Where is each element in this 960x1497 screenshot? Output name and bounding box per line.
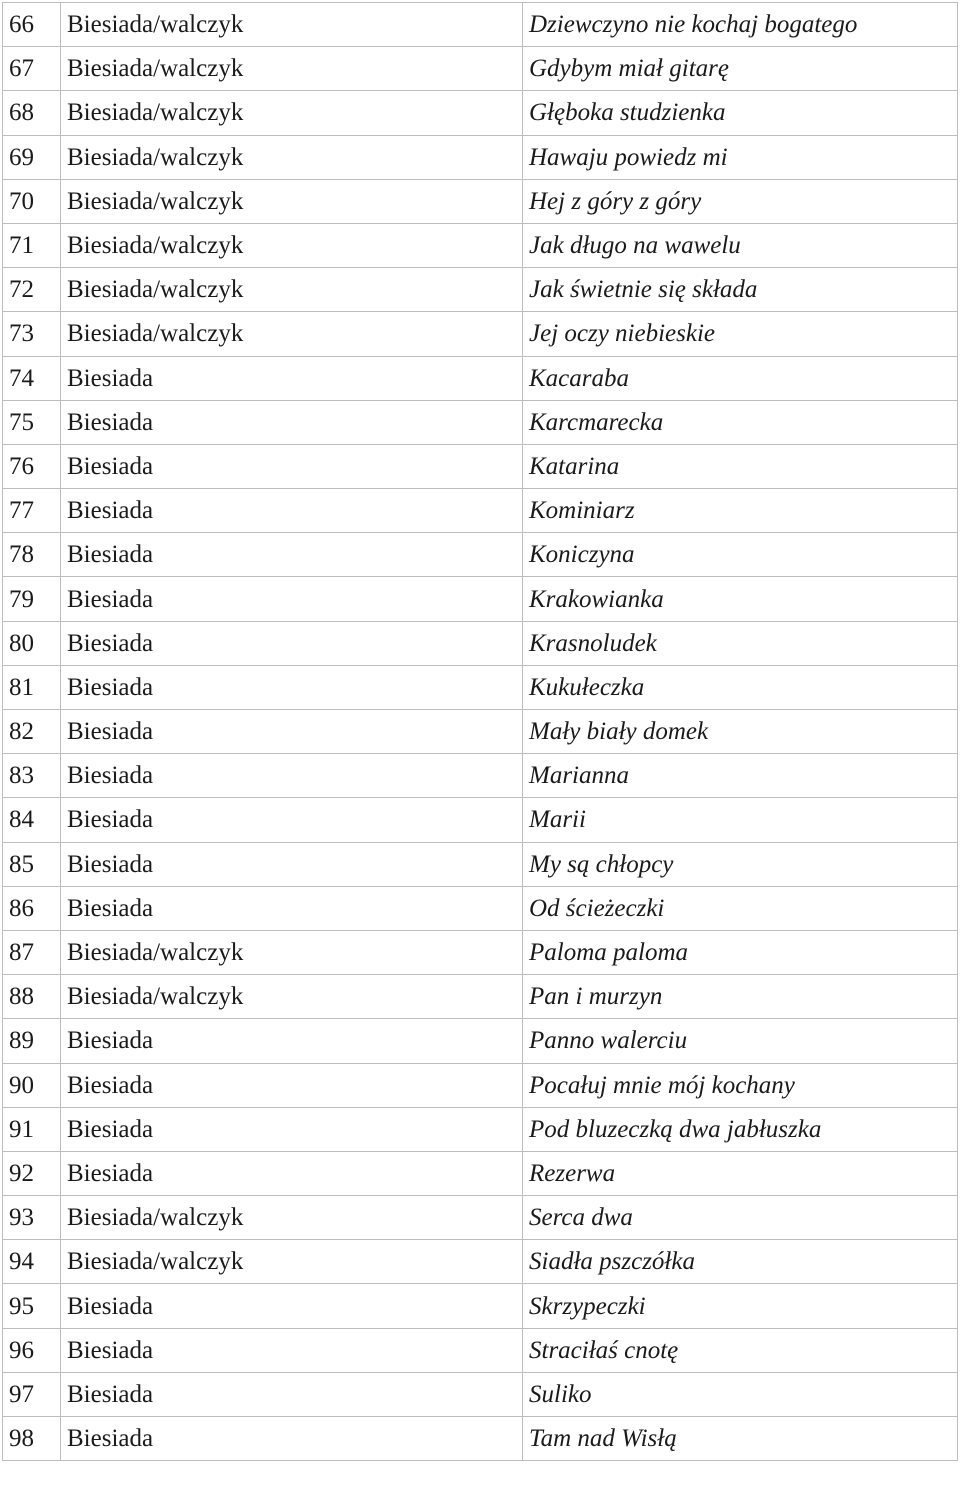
row-genre: Biesiada: [61, 356, 523, 400]
row-title: Dziewczyno nie kochaj bogatego: [523, 3, 958, 47]
row-title: Panno walerciu: [523, 1019, 958, 1063]
row-title: Serca dwa: [523, 1196, 958, 1240]
row-number: 93: [3, 1196, 61, 1240]
table-row: [3, 886, 958, 930]
row-genre: Biesiada: [61, 1417, 523, 1461]
row-number: 76: [3, 444, 61, 488]
row-number: 86: [3, 886, 61, 930]
row-title: Hawaju powiedz mi: [523, 135, 958, 179]
row-genre: Biesiada: [61, 1328, 523, 1372]
table-row: [3, 1151, 958, 1195]
row-number: 94: [3, 1240, 61, 1284]
table-row: [3, 489, 958, 533]
row-number: 67: [3, 47, 61, 91]
row-number: 81: [3, 665, 61, 709]
table-row: [3, 1196, 958, 1240]
row-number: 91: [3, 1107, 61, 1151]
table-row: [3, 1240, 958, 1284]
table-row: [3, 842, 958, 886]
row-genre: Biesiada: [61, 577, 523, 621]
row-genre: Biesiada: [61, 1063, 523, 1107]
row-genre: Biesiada/walczyk: [61, 1240, 523, 1284]
row-title: Straciłaś cnotę: [523, 1328, 958, 1372]
row-title: Hej z góry z góry: [523, 179, 958, 223]
table-row: [3, 798, 958, 842]
table-row: [3, 1107, 958, 1151]
row-genre: Biesiada: [61, 798, 523, 842]
row-title: Jak długo na wawelu: [523, 223, 958, 267]
row-genre: Biesiada: [61, 621, 523, 665]
row-genre: Biesiada: [61, 1284, 523, 1328]
row-title: Kominiarz: [523, 489, 958, 533]
row-genre: Biesiada: [61, 533, 523, 577]
row-number: 84: [3, 798, 61, 842]
row-number: 75: [3, 400, 61, 444]
row-genre: Biesiada: [61, 489, 523, 533]
song-table-body: [3, 3, 958, 1461]
row-genre: Biesiada/walczyk: [61, 930, 523, 974]
row-title: Skrzypeczki: [523, 1284, 958, 1328]
row-number: 97: [3, 1372, 61, 1416]
row-genre: Biesiada: [61, 665, 523, 709]
row-genre: Biesiada/walczyk: [61, 47, 523, 91]
row-title: Mały biały domek: [523, 710, 958, 754]
row-genre: Biesiada/walczyk: [61, 268, 523, 312]
table-row: [3, 1328, 958, 1372]
row-title: Marii: [523, 798, 958, 842]
table-row: [3, 91, 958, 135]
row-title: Krasnoludek: [523, 621, 958, 665]
table-row: [3, 1372, 958, 1416]
table-row: [3, 710, 958, 754]
row-genre: Biesiada: [61, 886, 523, 930]
row-title: Pod bluzeczką dwa jabłuszka: [523, 1107, 958, 1151]
table-row: [3, 754, 958, 798]
row-genre: Biesiada/walczyk: [61, 312, 523, 356]
row-title: Jak świetnie się składa: [523, 268, 958, 312]
table-row: [3, 930, 958, 974]
row-number: 83: [3, 754, 61, 798]
row-number: 92: [3, 1151, 61, 1195]
row-number: 78: [3, 533, 61, 577]
row-title: Koniczyna: [523, 533, 958, 577]
row-genre: Biesiada: [61, 444, 523, 488]
table-row: [3, 621, 958, 665]
row-title: Od ścieżeczki: [523, 886, 958, 930]
row-number: 70: [3, 179, 61, 223]
row-number: 96: [3, 1328, 61, 1372]
table-row: [3, 312, 958, 356]
row-title: Tam nad Wisłą: [523, 1417, 958, 1461]
row-genre: Biesiada: [61, 710, 523, 754]
table-row: [3, 1417, 958, 1461]
row-genre: Biesiada/walczyk: [61, 91, 523, 135]
row-genre: Biesiada: [61, 400, 523, 444]
row-number: 77: [3, 489, 61, 533]
row-number: 89: [3, 1019, 61, 1063]
row-title: Kukułeczka: [523, 665, 958, 709]
row-genre: Biesiada: [61, 842, 523, 886]
row-number: 71: [3, 223, 61, 267]
row-number: 95: [3, 1284, 61, 1328]
row-genre: Biesiada/walczyk: [61, 1196, 523, 1240]
row-title: Pocałuj mnie mój kochany: [523, 1063, 958, 1107]
row-title: Głęboka studzienka: [523, 91, 958, 135]
row-title: Suliko: [523, 1372, 958, 1416]
row-genre: Biesiada: [61, 1019, 523, 1063]
row-number: 74: [3, 356, 61, 400]
table-row: [3, 400, 958, 444]
table-row: [3, 1284, 958, 1328]
table-row: [3, 665, 958, 709]
row-number: 80: [3, 621, 61, 665]
row-genre: Biesiada/walczyk: [61, 179, 523, 223]
row-title: Kacaraba: [523, 356, 958, 400]
row-number: 79: [3, 577, 61, 621]
row-number: 73: [3, 312, 61, 356]
row-title: Gdybym miał gitarę: [523, 47, 958, 91]
row-title: Rezerwa: [523, 1151, 958, 1195]
row-genre: Biesiada/walczyk: [61, 975, 523, 1019]
row-genre: Biesiada: [61, 1372, 523, 1416]
row-number: 88: [3, 975, 61, 1019]
row-number: 85: [3, 842, 61, 886]
table-row: [3, 444, 958, 488]
table-row: [3, 3, 958, 47]
table-row: [3, 179, 958, 223]
table-row: [3, 47, 958, 91]
table-row: [3, 268, 958, 312]
row-number: 68: [3, 91, 61, 135]
row-number: 90: [3, 1063, 61, 1107]
row-number: 87: [3, 930, 61, 974]
row-number: 82: [3, 710, 61, 754]
row-title: Krakowianka: [523, 577, 958, 621]
row-number: 98: [3, 1417, 61, 1461]
row-number: 66: [3, 3, 61, 47]
row-genre: Biesiada: [61, 1151, 523, 1195]
row-genre: Biesiada: [61, 754, 523, 798]
table-row: [3, 1063, 958, 1107]
row-title: Siadła pszczółka: [523, 1240, 958, 1284]
table-row: [3, 356, 958, 400]
row-number: 69: [3, 135, 61, 179]
row-title: Katarina: [523, 444, 958, 488]
row-title: Paloma paloma: [523, 930, 958, 974]
row-number: 72: [3, 268, 61, 312]
row-genre: Biesiada: [61, 1107, 523, 1151]
row-title: Jej oczy niebieskie: [523, 312, 958, 356]
table-row: [3, 1019, 958, 1063]
row-genre: Biesiada/walczyk: [61, 135, 523, 179]
row-genre: Biesiada/walczyk: [61, 223, 523, 267]
row-title: Marianna: [523, 754, 958, 798]
row-genre: Biesiada/walczyk: [61, 3, 523, 47]
song-table: [2, 2, 958, 1461]
table-row: [3, 533, 958, 577]
row-title: Karcmarecka: [523, 400, 958, 444]
table-row: [3, 223, 958, 267]
table-row: [3, 975, 958, 1019]
row-title: My są chłopcy: [523, 842, 958, 886]
row-title: Pan i murzyn: [523, 975, 958, 1019]
table-row: [3, 135, 958, 179]
table-row: [3, 577, 958, 621]
